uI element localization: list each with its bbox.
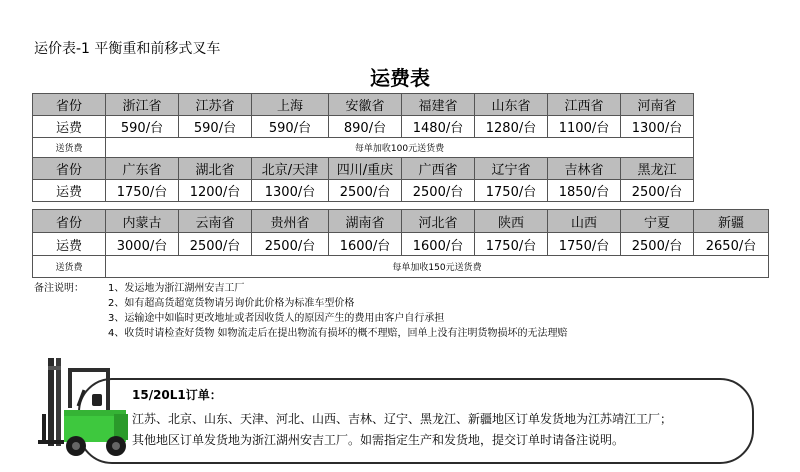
province-cell: 安徽省 [329, 94, 402, 116]
province-cell: 广东省 [106, 158, 179, 180]
fee-cell: 2500/台 [621, 180, 694, 202]
fee-cell: 2500/台 [329, 180, 402, 202]
province-cell: 云南省 [179, 210, 252, 233]
fee-cell: 1750/台 [106, 180, 179, 202]
delivery-label: 送货费 [33, 256, 106, 278]
delivery-label: 送货费 [33, 138, 106, 158]
rate-table-2 [32, 209, 769, 278]
order-line-1: 江苏、北京、山东、天津、河北、山西、吉林、辽宁、黑龙江、新疆地区订单发货地为江苏靖江工厂； [132, 412, 673, 426]
fee-row [33, 180, 694, 202]
fee-cell: 1200/台 [179, 180, 252, 202]
province-cell: 贵州省 [252, 210, 329, 233]
fee-cell: 1600/台 [402, 233, 475, 256]
province-cell: 福建省 [402, 94, 475, 116]
fee-label: 运费 [33, 116, 106, 138]
fee-label: 运费 [33, 180, 106, 202]
order-title: 15/20L1订单： [132, 388, 222, 402]
document-title: 运价表-1 平衡重和前移式叉车 [34, 41, 221, 57]
province-cell: 河北省 [402, 210, 475, 233]
fee-row [33, 116, 694, 138]
province-cell: 河南省 [621, 94, 694, 116]
fee-cell: 2500/台 [402, 180, 475, 202]
province-row [33, 210, 769, 233]
province-cell: 黑龙江 [621, 158, 694, 180]
province-cell: 广西省 [402, 158, 475, 180]
province-cell: 陕西 [475, 210, 548, 233]
fee-cell: 1850/台 [548, 180, 621, 202]
notes-label: 备注说明： [34, 283, 84, 294]
province-cell: 内蒙古 [106, 210, 179, 233]
note-item: 3、运输途中如临时更改地址或者因收货人的原因产生的费用由客户自行承担 [108, 313, 445, 324]
province-cell: 北京/天津 [252, 158, 329, 180]
fee-cell: 1750/台 [475, 180, 548, 202]
province-cell: 湖北省 [179, 158, 252, 180]
province-cell: 新疆 [694, 210, 769, 233]
fee-cell: 890/台 [329, 116, 402, 138]
note-item: 1、发运地为浙江湖州安吉工厂 [108, 283, 245, 294]
notes-list [108, 281, 568, 341]
fee-cell: 590/台 [252, 116, 329, 138]
order-line-2: 其他地区订单发货地为浙江湖州安吉工厂。如需指定生产和发货地，提交订单时请备注说明。 [132, 433, 625, 447]
fee-cell: 1300/台 [252, 180, 329, 202]
province-cell: 上海 [252, 94, 329, 116]
table-heading: 运费表 [370, 66, 430, 90]
fee-cell: 1100/台 [548, 116, 621, 138]
province-label: 省份 [33, 210, 106, 233]
note-item: 4、收货时请检查好货物 如物流走后在提出物流有损坏的概不理赔，回单上没有注明货物损坏的无法理赔 [108, 328, 568, 339]
province-cell: 吉林省 [548, 158, 621, 180]
province-row [33, 158, 694, 180]
province-cell: 山东省 [475, 94, 548, 116]
province-cell: 山西 [548, 210, 621, 233]
rate-table-1 [32, 93, 694, 202]
fee-cell: 1600/台 [329, 233, 402, 256]
delivery-fee-note: 每单加收100元送货费 [106, 138, 694, 158]
province-label: 省份 [33, 94, 106, 116]
fee-cell: 1750/台 [475, 233, 548, 256]
fee-cell: 1750/台 [548, 233, 621, 256]
fee-cell: 3000/台 [106, 233, 179, 256]
delivery-row [33, 256, 769, 278]
fee-cell: 1480/台 [402, 116, 475, 138]
fee-cell: 590/台 [179, 116, 252, 138]
delivery-fee-note: 每单加收150元送货费 [106, 256, 769, 278]
fee-cell: 590/台 [106, 116, 179, 138]
province-cell: 浙江省 [106, 94, 179, 116]
fee-row [33, 233, 769, 256]
province-cell: 四川/重庆 [329, 158, 402, 180]
province-cell: 辽宁省 [475, 158, 548, 180]
fee-cell: 1300/台 [621, 116, 694, 138]
province-row [33, 94, 694, 116]
forklift-image [34, 354, 144, 460]
note-item: 2、如有超高货超宽货物请另询价此价格为标准车型价格 [108, 298, 355, 309]
delivery-row [33, 138, 694, 158]
province-cell: 湖南省 [329, 210, 402, 233]
province-cell: 江西省 [548, 94, 621, 116]
fee-cell: 2500/台 [179, 233, 252, 256]
fee-label: 运费 [33, 233, 106, 256]
fee-cell: 2500/台 [252, 233, 329, 256]
province-cell: 宁夏 [621, 210, 694, 233]
fee-cell: 1280/台 [475, 116, 548, 138]
province-cell: 江苏省 [179, 94, 252, 116]
province-label: 省份 [33, 158, 106, 180]
fee-cell: 2650/台 [694, 233, 769, 256]
fee-cell: 2500/台 [621, 233, 694, 256]
